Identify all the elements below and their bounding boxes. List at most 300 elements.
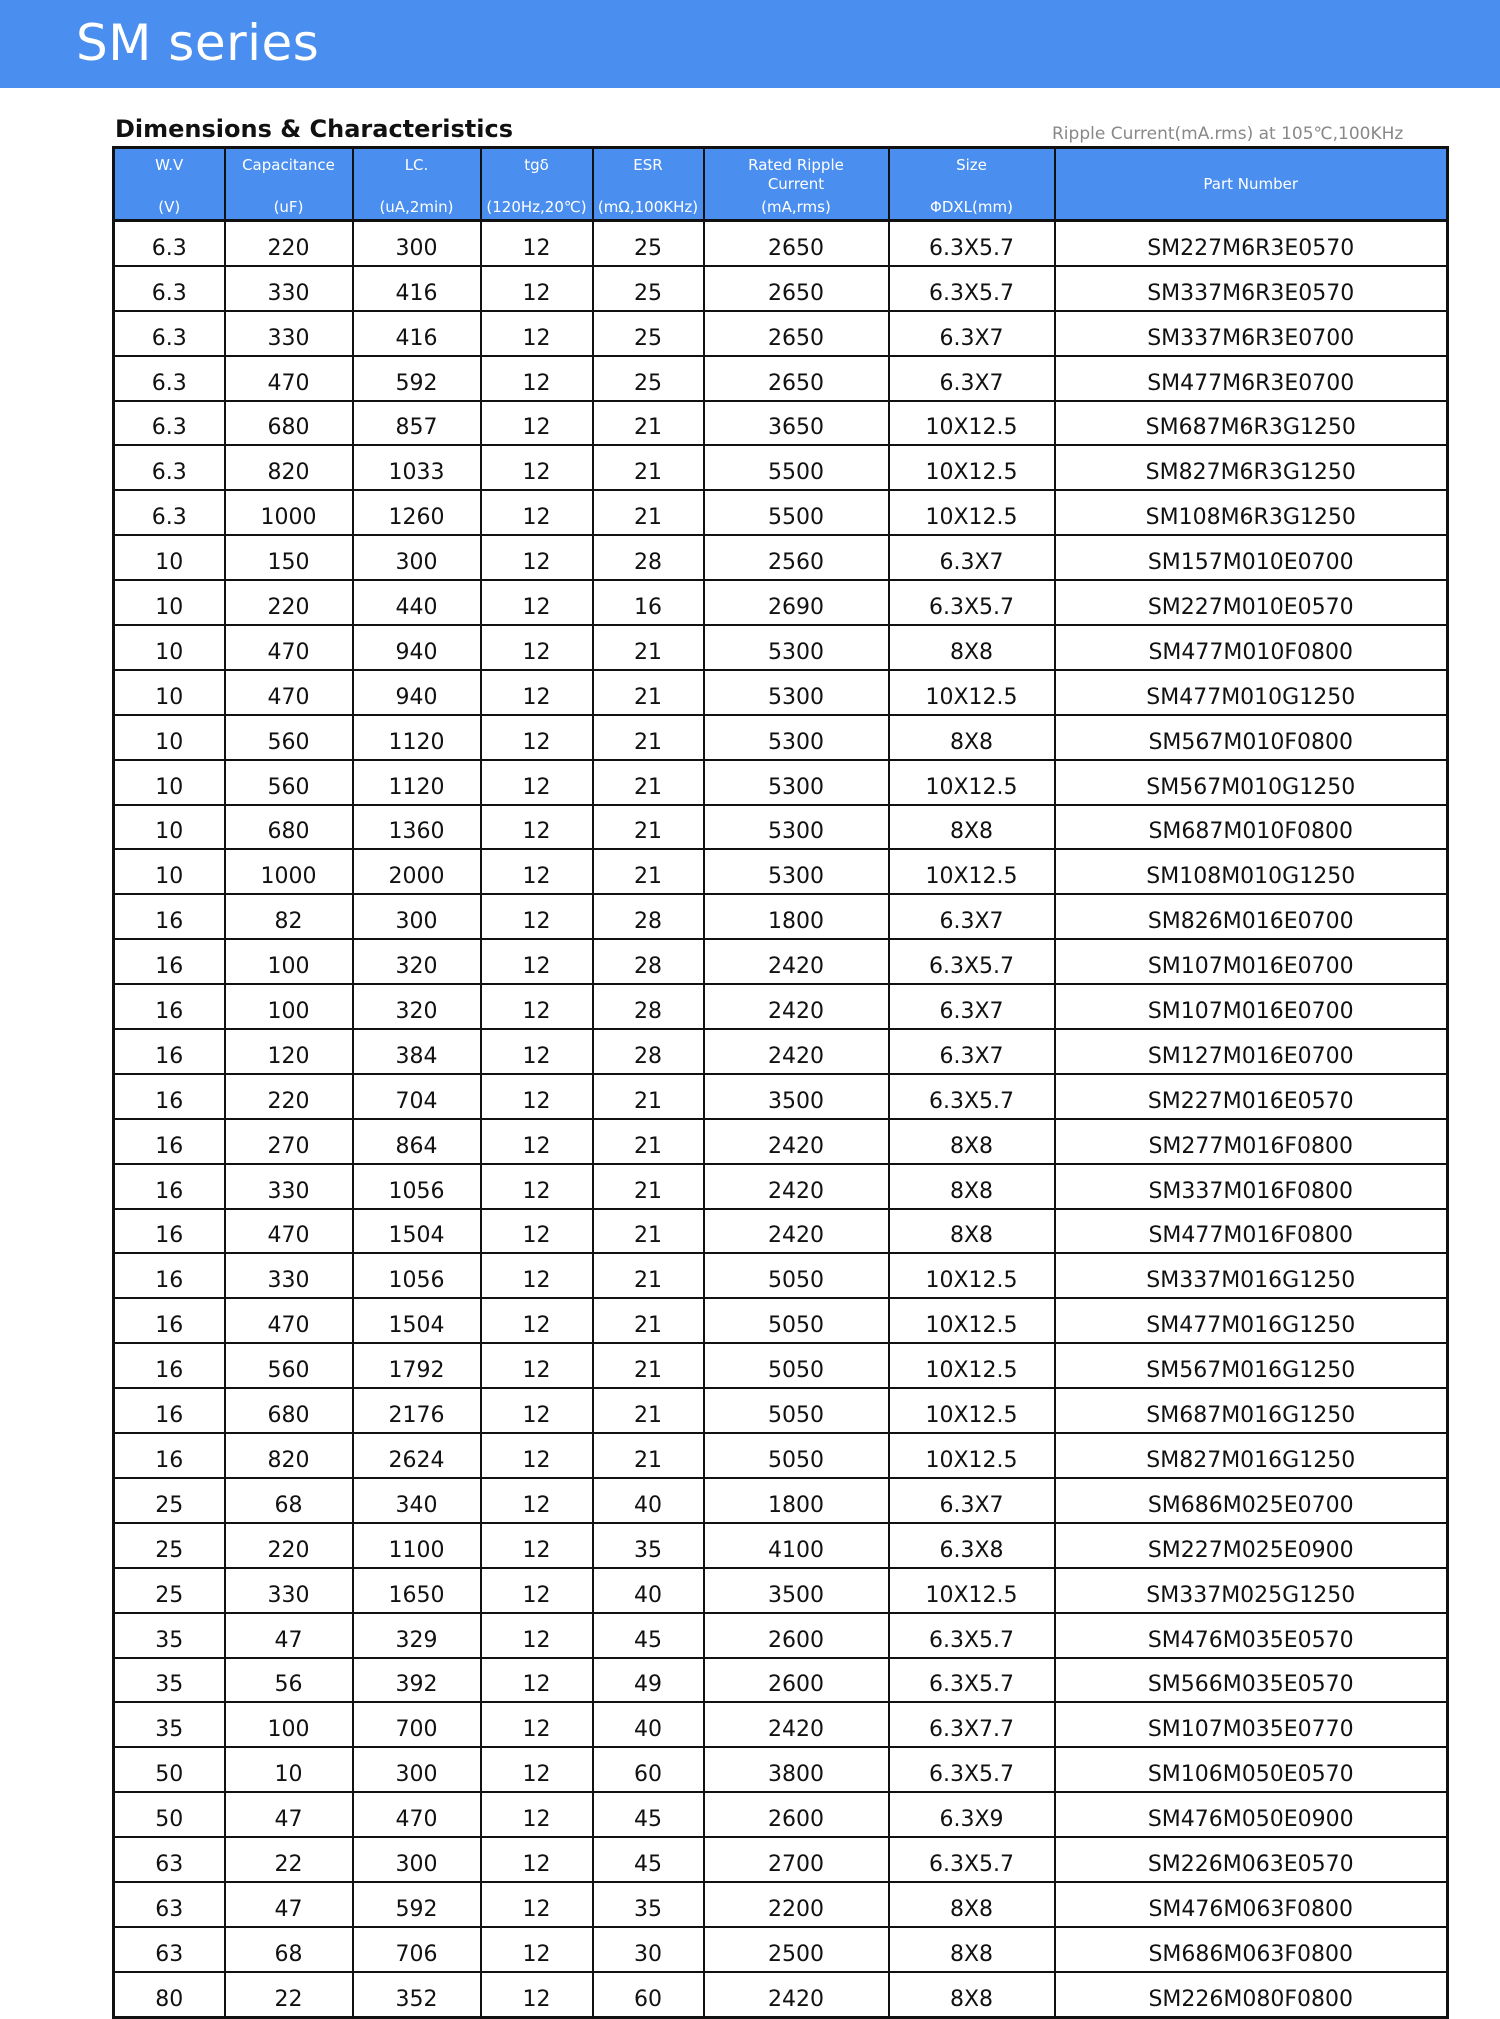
characteristics-table: [112, 146, 1449, 2019]
esr-cell: 21: [593, 490, 704, 535]
lc-cell: 392: [353, 1658, 481, 1703]
tg-delta-cell: 12: [481, 1164, 593, 1209]
part-number-cell: SM687M010F0800: [1055, 805, 1448, 850]
capacitance-cell: 68: [225, 1478, 353, 1523]
capacitance-cell: 100: [225, 1702, 353, 1747]
esr-cell: 21: [593, 1343, 704, 1388]
wv-cell: 16: [114, 1343, 225, 1388]
size-cell: 10X12.5: [889, 445, 1055, 490]
table-row: [114, 1119, 1448, 1164]
tg-delta-cell: 12: [481, 1972, 593, 2017]
esr-cell: 21: [593, 1119, 704, 1164]
part-number-cell: SM227M6R3E0570: [1055, 221, 1448, 266]
capacitance-cell: 120: [225, 1029, 353, 1074]
lc-cell: 1033: [353, 445, 481, 490]
tg-delta-cell: 12: [481, 1119, 593, 1164]
part-number-cell: SM108M010G1250: [1055, 849, 1448, 894]
table-row: [114, 1613, 1448, 1658]
lc-cell: 300: [353, 1837, 481, 1882]
ripple-current-cell: 2650: [704, 266, 889, 311]
table-body: [114, 221, 1448, 2018]
esr-cell: 45: [593, 1837, 704, 1882]
esr-cell: 21: [593, 849, 704, 894]
lc-cell: 706: [353, 1927, 481, 1972]
tg-delta-cell: 12: [481, 1792, 593, 1837]
capacitance-cell: 47: [225, 1882, 353, 1927]
lc-cell: 704: [353, 1074, 481, 1119]
esr-cell: 25: [593, 311, 704, 356]
ripple-current-cell: 5050: [704, 1388, 889, 1433]
wv-cell: 16: [114, 1388, 225, 1433]
table-row: [114, 1523, 1448, 1568]
lc-cell: 864: [353, 1119, 481, 1164]
lc-cell: 1120: [353, 760, 481, 805]
part-number-cell: SM476M063F0800: [1055, 1882, 1448, 1927]
lc-cell: 700: [353, 1702, 481, 1747]
part-number-cell: SM227M025E0900: [1055, 1523, 1448, 1568]
part-number-cell: SM127M016E0700: [1055, 1029, 1448, 1074]
size-cell: 6.3X7: [889, 894, 1055, 939]
wv-cell: 16: [114, 1164, 225, 1209]
tg-delta-cell: 12: [481, 1568, 593, 1613]
wv-cell: 6.3: [114, 356, 225, 401]
lc-cell: 320: [353, 984, 481, 1029]
table-row: [114, 805, 1448, 850]
size-cell: 8X8: [889, 1164, 1055, 1209]
tg-delta-cell: 12: [481, 715, 593, 760]
ripple-current-cell: 3800: [704, 1747, 889, 1792]
wv-cell: 10: [114, 625, 225, 670]
esr-cell: 21: [593, 805, 704, 850]
ripple-current-cell: 2650: [704, 221, 889, 266]
esr-cell: 60: [593, 1747, 704, 1792]
part-number-cell: SM107M016E0700: [1055, 939, 1448, 984]
ripple-current-cell: 5500: [704, 490, 889, 535]
table-row: [114, 1478, 1448, 1523]
column-header-wv: W.V (V): [114, 148, 225, 221]
lc-cell: 384: [353, 1029, 481, 1074]
capacitance-cell: 680: [225, 1388, 353, 1433]
ripple-current-cell: 1800: [704, 1478, 889, 1523]
capacitance-cell: 470: [225, 1298, 353, 1343]
tg-delta-cell: 12: [481, 1882, 593, 1927]
lc-cell: 592: [353, 1882, 481, 1927]
lc-cell: 1504: [353, 1298, 481, 1343]
table-row: [114, 1298, 1448, 1343]
esr-cell: 40: [593, 1702, 704, 1747]
part-number-cell: SM686M063F0800: [1055, 1927, 1448, 1972]
tg-delta-cell: 12: [481, 1388, 593, 1433]
size-cell: 6.3X7: [889, 1029, 1055, 1074]
esr-cell: 21: [593, 670, 704, 715]
wv-cell: 25: [114, 1478, 225, 1523]
esr-cell: 28: [593, 1029, 704, 1074]
ripple-current-cell: 3650: [704, 401, 889, 446]
part-number-cell: SM108M6R3G1250: [1055, 490, 1448, 535]
tg-delta-cell: 12: [481, 445, 593, 490]
wv-cell: 63: [114, 1837, 225, 1882]
capacitance-cell: 100: [225, 939, 353, 984]
esr-cell: 49: [593, 1658, 704, 1703]
ripple-current-cell: 2650: [704, 356, 889, 401]
part-number-cell: SM476M035E0570: [1055, 1613, 1448, 1658]
wv-cell: 35: [114, 1658, 225, 1703]
table-row: [114, 1388, 1448, 1433]
table-row: [114, 1029, 1448, 1074]
esr-cell: 16: [593, 580, 704, 625]
esr-cell: 40: [593, 1568, 704, 1613]
table-row: [114, 1837, 1448, 1882]
capacitance-cell: 330: [225, 1568, 353, 1613]
lc-cell: 857: [353, 401, 481, 446]
part-number-cell: SM477M010F0800: [1055, 625, 1448, 670]
wv-cell: 16: [114, 1253, 225, 1298]
esr-cell: 60: [593, 1972, 704, 2017]
page-title: SM series: [76, 14, 320, 72]
capacitance-cell: 68: [225, 1927, 353, 1972]
size-cell: 6.3X5.7: [889, 939, 1055, 984]
ripple-current-cell: 5050: [704, 1253, 889, 1298]
table-row: [114, 1882, 1448, 1927]
size-cell: 8X8: [889, 1119, 1055, 1164]
ripple-current-cell: 2200: [704, 1882, 889, 1927]
esr-cell: 21: [593, 1209, 704, 1254]
ripple-current-cell: 5050: [704, 1298, 889, 1343]
tg-delta-cell: 12: [481, 625, 593, 670]
ripple-current-cell: 5300: [704, 849, 889, 894]
capacitance-cell: 560: [225, 760, 353, 805]
esr-cell: 45: [593, 1792, 704, 1837]
wv-cell: 35: [114, 1613, 225, 1658]
tg-delta-cell: 12: [481, 1837, 593, 1882]
part-number-cell: SM107M016E0700: [1055, 984, 1448, 1029]
ripple-current-cell: 2600: [704, 1792, 889, 1837]
tg-delta-cell: 12: [481, 401, 593, 446]
capacitance-cell: 82: [225, 894, 353, 939]
table-row: [114, 1568, 1448, 1613]
tg-delta-cell: 12: [481, 1253, 593, 1298]
size-cell: 8X8: [889, 805, 1055, 850]
table-row: [114, 401, 1448, 446]
table-row: [114, 535, 1448, 580]
lc-cell: 416: [353, 266, 481, 311]
capacitance-cell: 820: [225, 445, 353, 490]
capacitance-cell: 47: [225, 1613, 353, 1658]
tg-delta-cell: 12: [481, 1927, 593, 1972]
ripple-current-cell: 2500: [704, 1927, 889, 1972]
size-cell: 10X12.5: [889, 1433, 1055, 1478]
part-number-cell: SM567M010G1250: [1055, 760, 1448, 805]
ripple-current-cell: 5050: [704, 1343, 889, 1388]
lc-cell: 352: [353, 1972, 481, 2017]
ripple-current-cell: 1800: [704, 894, 889, 939]
table-row: [114, 580, 1448, 625]
tg-delta-cell: 12: [481, 1747, 593, 1792]
tg-delta-cell: 12: [481, 221, 593, 266]
wv-cell: 10: [114, 760, 225, 805]
esr-cell: 25: [593, 221, 704, 266]
esr-cell: 28: [593, 939, 704, 984]
lc-cell: 592: [353, 356, 481, 401]
capacitance-cell: 330: [225, 266, 353, 311]
ripple-current-cell: 2600: [704, 1658, 889, 1703]
ripple-current-cell: 2560: [704, 535, 889, 580]
part-number-cell: SM827M6R3G1250: [1055, 445, 1448, 490]
size-cell: 10X12.5: [889, 849, 1055, 894]
esr-cell: 21: [593, 715, 704, 760]
wv-cell: 16: [114, 1074, 225, 1119]
capacitance-cell: 470: [225, 356, 353, 401]
esr-cell: 21: [593, 1388, 704, 1433]
part-number-cell: SM106M050E0570: [1055, 1747, 1448, 1792]
table-row: [114, 849, 1448, 894]
lc-cell: 940: [353, 670, 481, 715]
lc-cell: 2176: [353, 1388, 481, 1433]
lc-cell: 340: [353, 1478, 481, 1523]
tg-delta-cell: 12: [481, 535, 593, 580]
part-number-cell: SM337M016G1250: [1055, 1253, 1448, 1298]
column-header-ripple-current: Rated Ripple Current (mA,rms): [704, 148, 889, 221]
wv-cell: 35: [114, 1702, 225, 1747]
table-row: [114, 625, 1448, 670]
size-cell: 6.3X7: [889, 535, 1055, 580]
ripple-current-cell: 5300: [704, 625, 889, 670]
wv-cell: 10: [114, 715, 225, 760]
table-row: [114, 1164, 1448, 1209]
capacitance-cell: 470: [225, 625, 353, 670]
table-header-row: [114, 148, 1448, 221]
part-number-cell: SM477M010G1250: [1055, 670, 1448, 715]
size-cell: 8X8: [889, 715, 1055, 760]
part-number-cell: SM566M035E0570: [1055, 1658, 1448, 1703]
size-cell: 6.3X7.7: [889, 1702, 1055, 1747]
table-row: [114, 1658, 1448, 1703]
tg-delta-cell: 12: [481, 894, 593, 939]
table-row: [114, 1702, 1448, 1747]
size-cell: 8X8: [889, 1882, 1055, 1927]
capacitance-cell: 10: [225, 1747, 353, 1792]
capacitance-cell: 270: [225, 1119, 353, 1164]
capacitance-cell: 220: [225, 1074, 353, 1119]
size-cell: 10X12.5: [889, 1253, 1055, 1298]
esr-cell: 21: [593, 1298, 704, 1343]
ripple-current-cell: 2420: [704, 1119, 889, 1164]
wv-cell: 6.3: [114, 266, 225, 311]
part-number-cell: SM477M016G1250: [1055, 1298, 1448, 1343]
part-number-cell: SM337M6R3E0570: [1055, 266, 1448, 311]
lc-cell: 1056: [353, 1253, 481, 1298]
size-cell: 6.3X8: [889, 1523, 1055, 1568]
ripple-current-cell: 2600: [704, 1613, 889, 1658]
capacitance-cell: 1000: [225, 849, 353, 894]
ripple-current-cell: 5500: [704, 445, 889, 490]
lc-cell: 300: [353, 1747, 481, 1792]
size-cell: 10X12.5: [889, 1298, 1055, 1343]
lc-cell: 440: [353, 580, 481, 625]
tg-delta-cell: 12: [481, 266, 593, 311]
capacitance-cell: 22: [225, 1837, 353, 1882]
size-cell: 10X12.5: [889, 490, 1055, 535]
size-cell: 6.3X5.7: [889, 266, 1055, 311]
part-number-cell: SM277M016F0800: [1055, 1119, 1448, 1164]
part-number-cell: SM687M016G1250: [1055, 1388, 1448, 1433]
table-row: [114, 760, 1448, 805]
lc-cell: 2000: [353, 849, 481, 894]
wv-cell: 16: [114, 1119, 225, 1164]
wv-cell: 6.3: [114, 311, 225, 356]
tg-delta-cell: 12: [481, 1209, 593, 1254]
wv-cell: 10: [114, 535, 225, 580]
lc-cell: 329: [353, 1613, 481, 1658]
lc-cell: 300: [353, 221, 481, 266]
wv-cell: 50: [114, 1792, 225, 1837]
size-cell: 10X12.5: [889, 1568, 1055, 1613]
esr-cell: 25: [593, 356, 704, 401]
esr-cell: 21: [593, 625, 704, 670]
capacitance-cell: 330: [225, 311, 353, 356]
wv-cell: 16: [114, 939, 225, 984]
wv-cell: 10: [114, 805, 225, 850]
table-row: [114, 1747, 1448, 1792]
tg-delta-cell: 12: [481, 490, 593, 535]
tg-delta-cell: 12: [481, 1029, 593, 1074]
column-header-lc: LC. (uA,2min): [353, 148, 481, 221]
capacitance-cell: 22: [225, 1972, 353, 2017]
tg-delta-cell: 12: [481, 849, 593, 894]
capacitance-cell: 100: [225, 984, 353, 1029]
lc-cell: 2624: [353, 1433, 481, 1478]
esr-cell: 45: [593, 1613, 704, 1658]
esr-cell: 28: [593, 535, 704, 580]
ripple-current-cell: 3500: [704, 1074, 889, 1119]
capacitance-cell: 220: [225, 221, 353, 266]
size-cell: 6.3X5.7: [889, 1747, 1055, 1792]
tg-delta-cell: 12: [481, 1613, 593, 1658]
ripple-current-cell: 2650: [704, 311, 889, 356]
part-number-cell: SM337M016F0800: [1055, 1164, 1448, 1209]
table-row: [114, 1433, 1448, 1478]
size-cell: 6.3X5.7: [889, 1837, 1055, 1882]
esr-cell: 21: [593, 1433, 704, 1478]
ripple-current-cell: 2690: [704, 580, 889, 625]
table-row: [114, 1792, 1448, 1837]
lc-cell: 1260: [353, 490, 481, 535]
capacitance-cell: 680: [225, 805, 353, 850]
ripple-current-cell: 2420: [704, 1209, 889, 1254]
size-cell: 6.3X5.7: [889, 1613, 1055, 1658]
ripple-current-cell: 2420: [704, 1029, 889, 1074]
wv-cell: 80: [114, 1972, 225, 2017]
esr-cell: 30: [593, 1927, 704, 1972]
ripple-current-cell: 2420: [704, 1164, 889, 1209]
wv-cell: 6.3: [114, 490, 225, 535]
lc-cell: 1056: [353, 1164, 481, 1209]
lc-cell: 1360: [353, 805, 481, 850]
table-row: [114, 445, 1448, 490]
header-banner: [0, 0, 1500, 88]
size-cell: 6.3X7: [889, 311, 1055, 356]
esr-cell: 21: [593, 760, 704, 805]
tg-delta-cell: 12: [481, 1702, 593, 1747]
table-row: [114, 1074, 1448, 1119]
size-cell: 10X12.5: [889, 1343, 1055, 1388]
capacitance-cell: 220: [225, 580, 353, 625]
capacitance-cell: 470: [225, 1209, 353, 1254]
wv-cell: 6.3: [114, 401, 225, 446]
table-row: [114, 266, 1448, 311]
ripple-current-cell: 2420: [704, 1702, 889, 1747]
lc-cell: 1792: [353, 1343, 481, 1388]
table-row: [114, 894, 1448, 939]
tg-delta-cell: 12: [481, 1523, 593, 1568]
lc-cell: 940: [353, 625, 481, 670]
size-cell: 10X12.5: [889, 670, 1055, 715]
esr-cell: 35: [593, 1523, 704, 1568]
wv-cell: 25: [114, 1523, 225, 1568]
tg-delta-cell: 12: [481, 939, 593, 984]
tg-delta-cell: 12: [481, 1074, 593, 1119]
size-cell: 8X8: [889, 1972, 1055, 2017]
wv-cell: 16: [114, 1433, 225, 1478]
size-cell: 6.3X5.7: [889, 580, 1055, 625]
part-number-cell: SM686M025E0700: [1055, 1478, 1448, 1523]
wv-cell: 25: [114, 1568, 225, 1613]
lc-cell: 300: [353, 894, 481, 939]
size-cell: 6.3X7: [889, 1478, 1055, 1523]
ripple-current-note: Ripple Current(mA.rms) at 105℃,100KHz: [1052, 124, 1404, 144]
esr-cell: 21: [593, 1253, 704, 1298]
capacitance-cell: 1000: [225, 490, 353, 535]
part-number-cell: SM337M025G1250: [1055, 1568, 1448, 1613]
capacitance-cell: 47: [225, 1792, 353, 1837]
wv-cell: 10: [114, 849, 225, 894]
table-row: [114, 356, 1448, 401]
size-cell: 6.3X5.7: [889, 221, 1055, 266]
ripple-current-cell: 2700: [704, 1837, 889, 1882]
wv-cell: 50: [114, 1747, 225, 1792]
section-title: Dimensions & Characteristics: [115, 115, 513, 143]
tg-delta-cell: 12: [481, 1343, 593, 1388]
tg-delta-cell: 12: [481, 311, 593, 356]
tg-delta-cell: 12: [481, 1658, 593, 1703]
part-number-cell: SM226M080F0800: [1055, 1972, 1448, 2017]
ripple-current-cell: 5300: [704, 805, 889, 850]
esr-cell: 21: [593, 445, 704, 490]
ripple-current-cell: 5300: [704, 715, 889, 760]
wv-cell: 10: [114, 670, 225, 715]
ripple-current-cell: 5300: [704, 760, 889, 805]
esr-cell: 35: [593, 1882, 704, 1927]
ripple-current-cell: 2420: [704, 1972, 889, 2017]
column-header-tg-delta: tgδ (120Hz,20℃): [481, 148, 593, 221]
part-number-cell: SM477M016F0800: [1055, 1209, 1448, 1254]
ripple-current-cell: 2420: [704, 984, 889, 1029]
wv-cell: 16: [114, 894, 225, 939]
table-row: [114, 1927, 1448, 1972]
tg-delta-cell: 12: [481, 984, 593, 1029]
lc-cell: 300: [353, 535, 481, 580]
ripple-current-cell: 5300: [704, 670, 889, 715]
size-cell: 6.3X5.7: [889, 1074, 1055, 1119]
column-header-part-number: Part Number: [1055, 148, 1448, 221]
part-number-cell: SM227M010E0570: [1055, 580, 1448, 625]
tg-delta-cell: 12: [481, 805, 593, 850]
ripple-current-cell: 3500: [704, 1568, 889, 1613]
wv-cell: 16: [114, 984, 225, 1029]
size-cell: 6.3X5.7: [889, 1658, 1055, 1703]
esr-cell: 21: [593, 401, 704, 446]
part-number-cell: SM687M6R3G1250: [1055, 401, 1448, 446]
